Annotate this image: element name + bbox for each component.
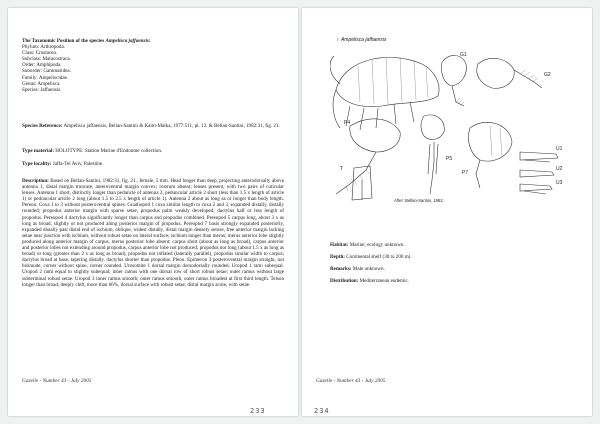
figure-label-u3: U3: [556, 180, 563, 186]
figure-label-p4: P4: [344, 120, 351, 126]
left-footer: Gazelle - Number 43 - July 2005: [22, 378, 92, 384]
right-footer: Gazelle - Number 43 - July 2005: [316, 378, 386, 384]
right-page: [302, 8, 592, 416]
taxonomy-block: [22, 38, 284, 93]
figure-label-u2: U2: [556, 166, 563, 172]
page-number: 233: [250, 407, 266, 415]
taxonomy-line: Species: Jaffaensis.: [22, 86, 62, 93]
species-reference: Species Reference: Ampelisca jaffaensis, Bellan-Santini & Kaim-Malka, 1977:511, pl. 13. & Bellan-Santini, 1982:31, fig. 21.: [22, 123, 280, 129]
taxonomy-line: Suborder: Gammaridea.: [22, 68, 71, 75]
remarks-row: Remarks: Male unknown.: [330, 266, 385, 272]
taxonomy-line: Subclass: Malacostraca.: [22, 56, 71, 63]
depth-row: Depth: Continental shelf (30 to 200 m).: [330, 254, 412, 260]
habitat-row: Habitat: Marine; ecology unknown.: [330, 242, 405, 248]
distribution-row: Distribution: Mediterranean endemic.: [330, 278, 410, 284]
type-locality: Type locality: Jaffa-Tel Aviv, Palestine.: [22, 161, 104, 167]
figure-label-t: T: [340, 166, 344, 172]
figure-label-g1: G1: [460, 52, 467, 58]
figure-label-g2: G2: [544, 72, 551, 78]
taxonomy-line: Phylum: Arthropoda.: [22, 44, 66, 51]
figure-label-u1: U1: [556, 146, 563, 152]
telson-drawing: [352, 166, 372, 200]
uropods-drawing: [520, 152, 558, 194]
taxonomy-title: The Taxonomic Position of the species Ampelisca jaffaensis:: [22, 38, 151, 44]
taxonomy-line: Order: Amphipoda.: [22, 62, 62, 69]
figure-credit: After: Bellan-Santini, 1982.: [394, 198, 444, 203]
pereopod-4-drawing: [336, 119, 400, 194]
figure-label-p5: P5: [446, 156, 453, 162]
taxonomy-line: Family: Ampeliscidae.: [22, 74, 69, 81]
gnathopod-2-drawing: [477, 58, 542, 88]
figure-label-p7: P7: [462, 170, 469, 176]
taxonomy-line: Genus: Ampelisca.: [22, 80, 61, 87]
gnathopod-1-drawing: [441, 55, 466, 106]
species-illustration: [330, 44, 570, 204]
left-page: [8, 8, 298, 416]
page-number: 234: [314, 407, 330, 415]
pereopod-5-drawing: [421, 115, 444, 194]
description: Description: Based on Bellan-Santini, 1982:31, fig. 21., female, 5 mm. Head longer than deep, projecting anterodorsally above antenna 1, distal margin truncate, anteroventral margin convex; rostrum absent; lenses present, with two pairs of cuticular lenses. Antenna 1 short, distinctly longer than peduncle of antenna 2, peduncular article 2 short (less than 1.5 x length of article 1) or peduncular article 2 long (about 1.5 to 2.5 x length of article 1). Antenna 2 about as long as or longer than body length. Pereon. Coxa 1 to 3 without posteroventral spines. Gnathopod 1 coxa similar length to coxa 2 and 3, expanded distally, distally rounded; propodus anterior margin with sparse setae, propodus palm weakly developed; dactylus half or less length of propodus. Pereopod 4 dactylus significantly longer than carpus and propodus combined. Pereopod 5 carpus long, about 3 x as long as broad, slightly or not produced along posterior margin of propodus. Pereopod 7 basis strongly expanded posteriorly, expanded distally past distal end of ischium, oblique, widest distally, distal margin densely setose, free anterior margin lacking setae near junction with ischium, without robust setae on lateral surface; ischium longer than merus; merus anterior lobe slightly produced along anterior margin of carpus, merus posterior lobe absent; carpus short (about as long as broad), carpus anterior and posterior lobes not extending around propodus, carpus anterior lobe not produced; propodus not long (about 1.5 x as long as broad) or long (greater than 2 x as long as broad), propodus not inflated (laterally parallel), propodus similar width to carpus; dactylus broad at base, tapering distally, dactylus shorter than propodus. Pleon. Epimeron 3 posteroventral margin straight, not bisinuate, corner without spine, corner rounded. Urosomite 1 dorsal margin dorsodorsally rounded. Uropod 1 rami subequal. Uropod 2 rami equal to slightly subequal; inner ramus with one dorsal row of short robust setae; outer ramus without large subterminal robust setae. Uropod 3 inner ramus smooth; outer ramus smooth, outer ramus broadest at first third length. Telson longer than broad, deeply cleft, more than 66%, dorsal surface with robust setae, distal margin acute, with setae.: [22, 178, 284, 288]
type-material: Type material: HOLOTYPE: Station Marine d'Endoume collection.: [22, 148, 163, 154]
pereopod-7-drawing: [468, 122, 512, 188]
figure-title: ♀ Ampelisca jaffaensis: [336, 37, 387, 43]
taxonomy-line: Class: Crustacea.: [22, 50, 58, 57]
